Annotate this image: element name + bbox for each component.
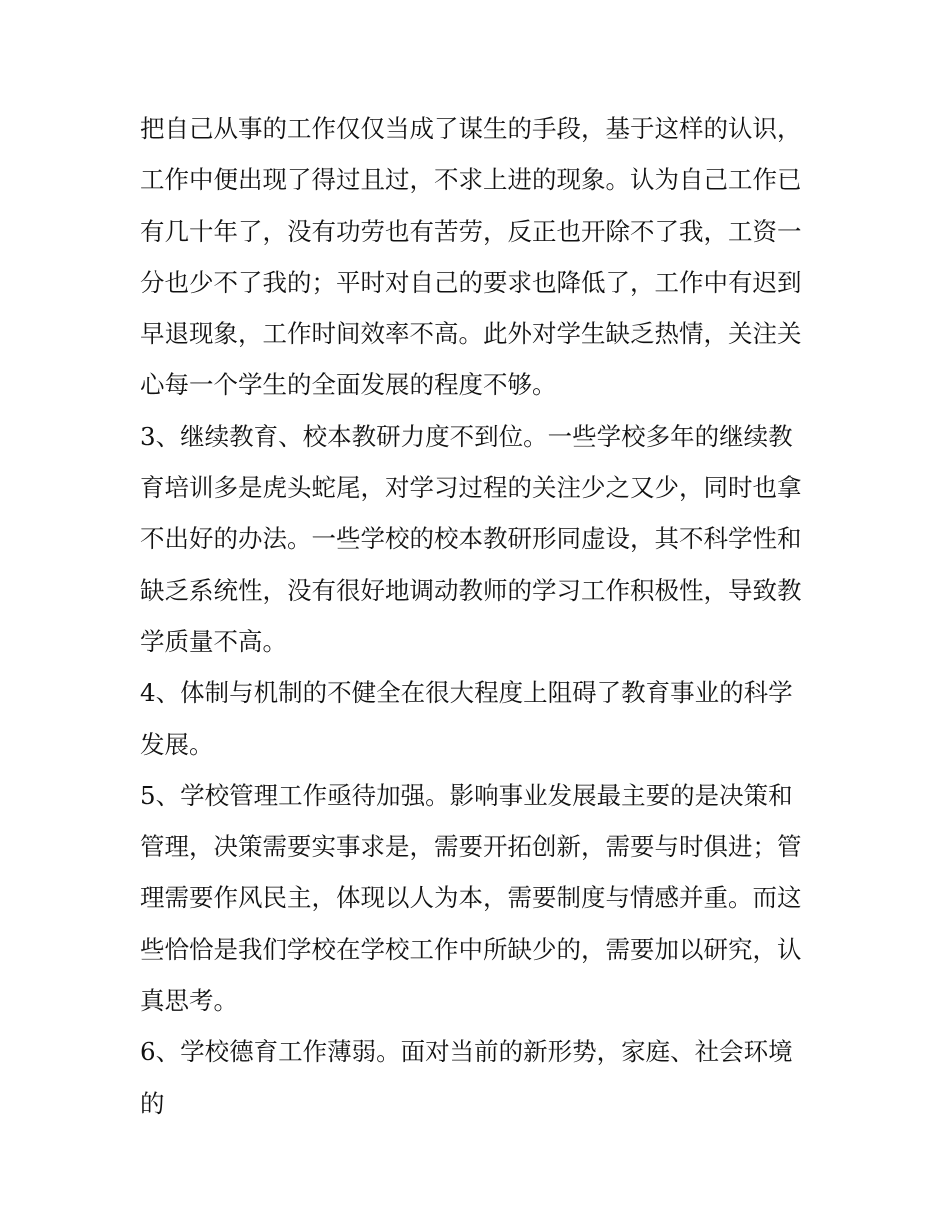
text-line: 把自己从事的工作仅仅当成了谋生的手段，基于这样的认识， [140, 114, 802, 143]
text-line: 真思考。 [140, 986, 238, 1016]
text-line: 5、学校管理工作亟待加强。影响事业发展最主要的是决策和 [140, 780, 793, 810]
text-line: 些恰恰是我们学校在学校工作中所缺少的，需要加以研究，认 [140, 934, 802, 964]
text-line: 3、继续教育、校本教研力度不到位。一些学校多年的继续教 [140, 421, 793, 451]
document-body [140, 103, 820, 1129]
text-line: 缺乏系统性，没有很好地调动教师的学习工作积极性，导致教 [140, 575, 802, 605]
text-line: 分也少不了我的；平时对自己的要求也降低了，工作中有迟到 [140, 267, 802, 297]
text-line: 育培训多是虎头蛇尾，对学习过程的关注少之又少，同时也拿 [140, 473, 802, 503]
text-line: 学质量不高。 [140, 626, 287, 656]
text-line: 心每一个学生的全面发展的程度不够。 [140, 370, 557, 400]
text-line: 发展。 [140, 729, 214, 759]
text-line: 的 [140, 1088, 165, 1118]
text-line: 工作中便出现了得过且过，不求上进的现象。认为自己工作已 [140, 165, 802, 195]
text-line: 早退现象，工作时间效率不高。此外对学生缺乏热情，关注关 [140, 319, 802, 349]
text-line: 4、体制与机制的不健全在很大程度上阻碍了教育事业的科学 [140, 678, 793, 708]
text-line: 理需要作风民主，体现以人为本，需要制度与情感并重。而这 [140, 883, 802, 913]
text-line: 管理，决策需要实事求是，需要开拓创新，需要与时俱进；管 [140, 832, 802, 862]
text-line: 不出好的办法。一些学校的校本教研形同虚设，其不科学性和 [140, 524, 802, 554]
text-line: 6、学校德育工作薄弱。面对当前的新形势，家庭、社会环境 [140, 1037, 793, 1067]
text-line: 有几十年了，没有功劳也有苦劳，反正也开除不了我，工资一 [140, 216, 802, 246]
